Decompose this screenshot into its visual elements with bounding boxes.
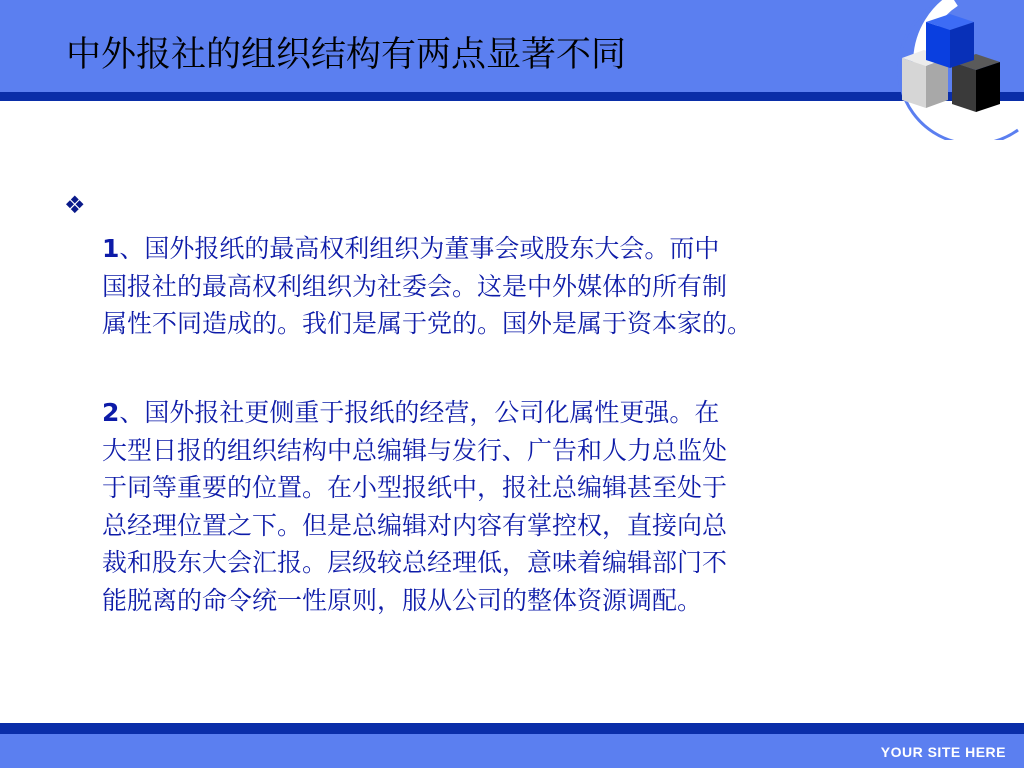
paragraph-text: 、国外报纸的最高权利组织为董事会或股东大会。而中 xyxy=(119,234,720,263)
paragraph-line: 国报社的最高权利组织为社委会。这是中外媒体的所有制 xyxy=(102,271,728,301)
paragraph-line: 属性不同造成的。我们是属于党的。国外是属于资本家的。 xyxy=(102,309,753,338)
paragraph-line: 裁和股东大会汇报。层级较总经理低，意味着编辑部门不 xyxy=(102,548,728,577)
paragraph-line: 能脱离的命令统一性原则，服从公司的整体资源调配。 xyxy=(102,585,703,615)
cubes-logo-icon xyxy=(868,0,1024,140)
paragraph-text: 、国外报社更侧重于报纸的经营，公司化属性更强。在 xyxy=(119,398,720,427)
footer-site-text: YOUR SITE HERE xyxy=(880,744,1006,760)
paragraph-line: 总经理位置之下。但是总编辑对内容有掌控权，直接向总 xyxy=(102,510,728,540)
paragraph-line xyxy=(102,394,982,432)
paragraph-line: 于同等重要的位置。在小型报纸中，报社总编辑甚至处于 xyxy=(102,473,728,502)
footer-divider xyxy=(0,723,1024,734)
paragraph-line: 大型日报的组织结构中总编辑与发行、广告和人力总监处 xyxy=(102,435,728,465)
paragraph-number: 1 xyxy=(102,234,120,263)
diamond-cluster-icon: ❖ xyxy=(64,191,86,219)
paragraph-1 xyxy=(102,230,982,343)
footer-band xyxy=(0,734,1024,768)
paragraph-2 xyxy=(102,394,982,619)
slide-title: 中外报社的组织结构有两点显著不同 xyxy=(66,35,627,75)
paragraph-line xyxy=(102,230,982,268)
paragraph-number: 2 xyxy=(102,398,120,427)
